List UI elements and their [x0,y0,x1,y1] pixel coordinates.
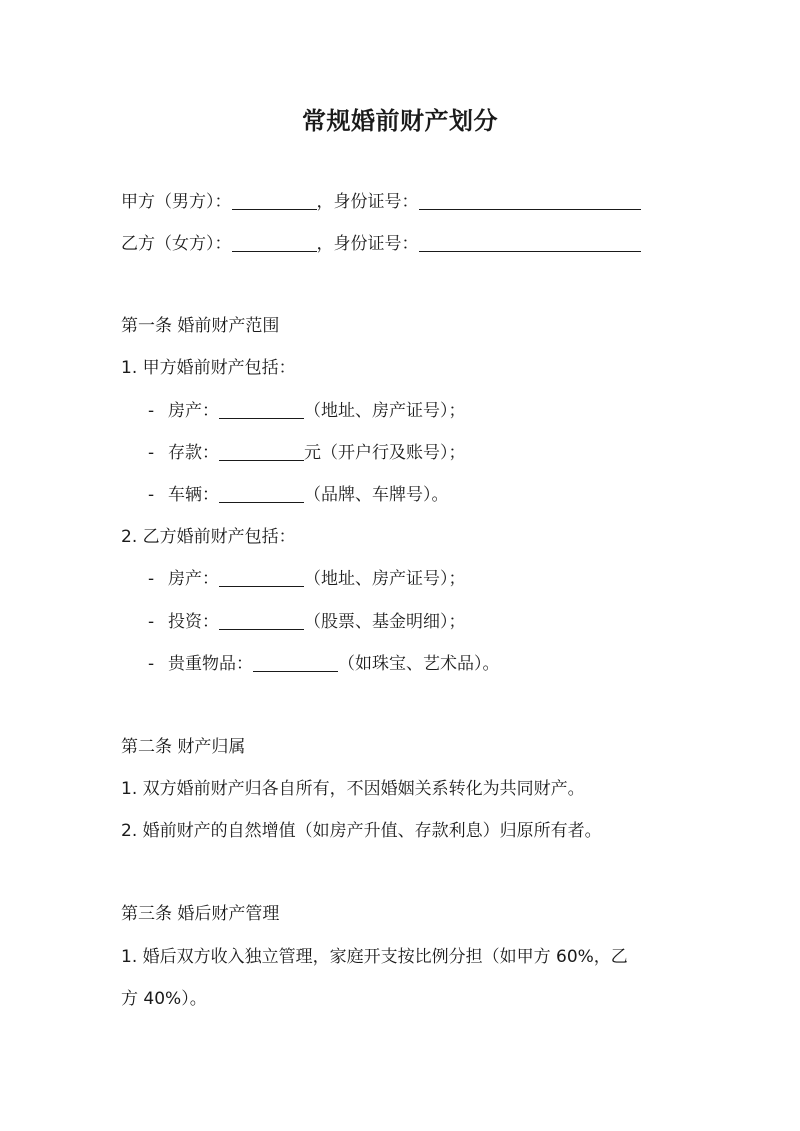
party-b-line [121,232,641,256]
list-dash: - [148,443,155,463]
list-dash: - [148,401,155,421]
article1-heading: 第一条 婚前财产范围 [121,316,280,336]
a-deposit-line [148,441,466,465]
article3-item1-line1: 1. 婚后双方收入独立管理，家庭开支按比例分担（如甲方 60%，乙 [121,947,628,967]
party-a-id-label: ，身份证号： [316,192,419,212]
b-invest-label: 投资： [168,612,219,632]
party-b-label: 乙方（女方）： [121,234,232,254]
b-valuables-note: （如珠宝、艺术品）。 [338,654,500,674]
article2-heading: 第二条 财产归属 [121,737,246,757]
article3-item1-line2: 方 40%）。 [121,989,207,1009]
b-house-label: 房产： [168,569,219,589]
article3-heading: 第三条 婚后财产管理 [121,904,280,924]
b-valuables-blank[interactable] [253,653,338,672]
party-b-name-blank[interactable] [232,233,317,252]
b-invest-note: （股票、基金明细）； [304,612,466,632]
list-dash: - [148,569,155,589]
a-house-line [148,399,466,423]
a-deposit-label: 存款： [168,443,219,463]
a-car-label: 车辆： [168,485,219,505]
b-valuables-label: 贵重物品： [168,654,253,674]
a-deposit-note: 元（开户行及账号）； [304,443,466,463]
a-deposit-blank[interactable] [219,442,304,461]
a-car-blank[interactable] [219,484,304,503]
a-car-note: （品牌、车牌号）。 [304,485,449,505]
a-house-note: （地址、房产证号）； [304,401,466,421]
b-house-blank[interactable] [219,568,304,587]
b-house-line [148,567,466,591]
list-dash: - [148,654,155,674]
article1-item2: 2. 乙方婚前财产包括： [121,527,296,547]
document-title: 常规婚前财产划分 [302,107,498,135]
article2-item1: 1. 双方婚前财产归各自所有，不因婚姻关系转化为共同财产。 [121,779,585,799]
a-house-label: 房产： [168,401,219,421]
party-a-label: 甲方（男方）： [121,192,232,212]
a-house-blank[interactable] [219,400,304,419]
b-invest-blank[interactable] [219,611,304,630]
b-invest-line [148,610,466,634]
party-b-id-label: ，身份证号： [316,234,419,254]
a-car-line [148,483,449,507]
article2-item2: 2. 婚前财产的自然增值（如房产升值、存款利息）归原所有者。 [121,821,602,841]
party-a-id-blank[interactable] [419,191,641,210]
list-dash: - [148,612,155,632]
article1-item1: 1. 甲方婚前财产包括： [121,358,296,378]
b-house-note: （地址、房产证号）； [304,569,466,589]
party-a-line [121,190,641,214]
list-dash: - [148,485,155,505]
party-b-id-blank[interactable] [419,233,641,252]
b-valuables-line [148,652,500,676]
party-a-name-blank[interactable] [232,191,317,210]
